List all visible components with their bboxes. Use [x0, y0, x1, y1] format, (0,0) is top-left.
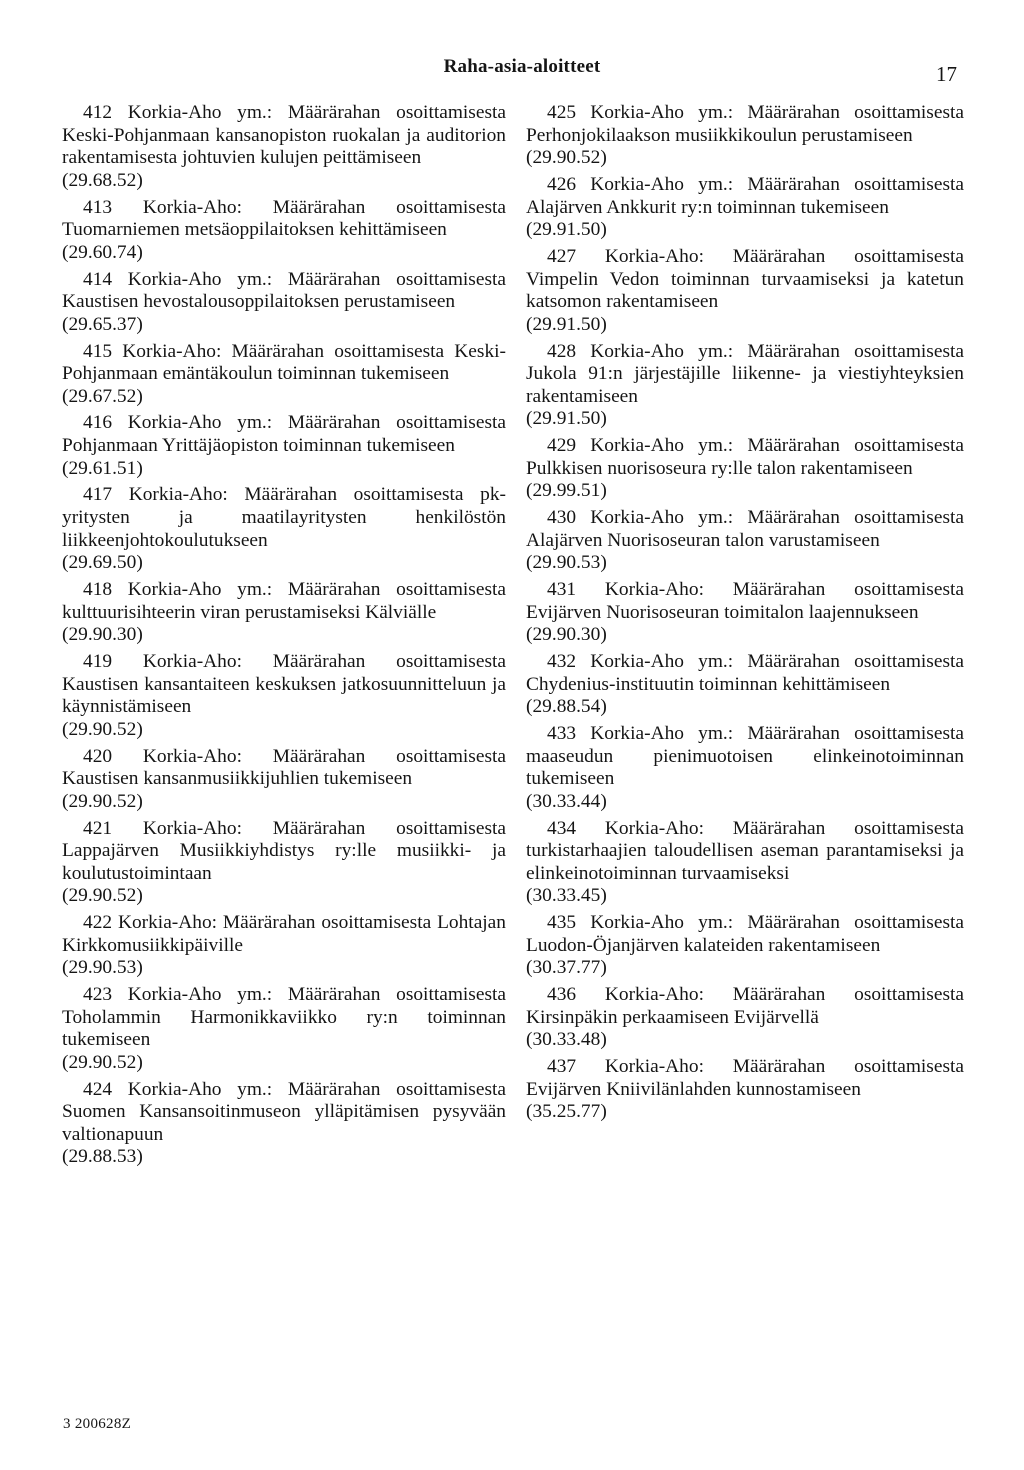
motion-entry [62, 484, 506, 574]
motion-title: 419 Korkia-Aho: Määrärahan osoittamisesta Kaustisen kansantaiteen keskuksen jatkosuunnitteluun ja käynnistämiseen [62, 650, 506, 718]
budget-reference: (29.65.37) [62, 313, 143, 335]
motion-title: 425 Korkia-Aho ym.: Määrärahan osoittamisesta Perhonjokilaakson musiikkikoulun perustamiseen [526, 102, 964, 146]
motion-entry [526, 174, 964, 242]
motion-entry [62, 102, 506, 192]
motion-title: 415 Korkia-Aho: Määrärahan osoittamisesta Keski-Pohjanmaan emäntäkoulun toiminnan tukemiseen [62, 340, 506, 385]
budget-reference: (29.90.52) [62, 1051, 143, 1073]
motion-entry [62, 1079, 506, 1169]
motion-title: 432 Korkia-Aho ym.: Määrärahan osoittamisesta Chydenius-instituutin toiminnan kehittämiseen [526, 650, 964, 695]
motion-title: 413 Korkia-Aho: Määrärahan osoittamisesta Tuomarniemen metsäoppilaitoksen kehittämiseen [62, 196, 506, 241]
motion-title: 421 Korkia-Aho: Määrärahan osoittamisesta Lappajärven Musiikkiyhdistys ry:lle musiikki- ja koulutustoimintaan [62, 817, 506, 884]
budget-reference: (29.68.52) [62, 169, 143, 191]
motion-entry [62, 912, 506, 980]
motion-entry [526, 435, 964, 503]
budget-reference: (29.91.50) [526, 408, 607, 430]
budget-reference: (29.91.50) [526, 219, 607, 241]
budget-reference: (29.90.53) [62, 957, 143, 979]
budget-reference: (29.61.51) [62, 457, 143, 479]
budget-reference: (30.33.44) [526, 790, 607, 812]
budget-reference: (30.33.48) [526, 1029, 607, 1051]
budget-reference: (29.60.74) [62, 241, 143, 263]
motion-title: 422 Korkia-Aho: Määrärahan osoittamisesta Lohtajan Kirkkomusiikkipäiville [62, 912, 506, 956]
motion-title: 414 Korkia-Aho ym.: Määrärahan osoittamisesta Kaustisen hevostalousoppilaitoksen perustamiseen [62, 268, 506, 313]
motion-entry [526, 579, 964, 647]
right-column [526, 102, 964, 1128]
budget-reference: (29.90.52) [62, 718, 143, 740]
budget-reference: (29.99.51) [526, 480, 607, 502]
budget-reference: (29.91.50) [526, 313, 607, 335]
motion-title: 417 Korkia-Aho: Määrärahan osoittamisesta pk-yritysten ja maatilayritysten henkilöstön liikkeenjohtokoulutukseen [62, 484, 506, 551]
motion-title: 416 Korkia-Aho ym.: Määrärahan osoittamisesta Pohjanmaan Yrittäjäopiston toiminnan tukemiseen [62, 412, 506, 457]
motion-entry [526, 102, 964, 170]
motion-entry [526, 651, 964, 719]
budget-reference: (29.90.30) [526, 624, 607, 646]
budget-reference: (29.69.50) [62, 552, 143, 574]
page-header [0, 56, 1024, 86]
motion-title: 412 Korkia-Aho ym.: Määrärahan osoittamisesta Keski-Pohjanmaan kansanopiston ruokalan ja auditorion rakentamisesta johtuvien kulujen peittämiseen [62, 102, 506, 169]
motion-entry [62, 984, 506, 1074]
motion-entry [62, 341, 506, 409]
motion-entry [526, 1056, 964, 1124]
motion-title: 436 Korkia-Aho: Määrärahan osoittamisesta Kirsinpäkin perkaamiseen Evijärvellä [526, 984, 964, 1028]
motion-entry [62, 197, 506, 265]
motion-title: 424 Korkia-Aho ym.: Määrärahan osoittamisesta Suomen Kansansoitinmuseon ylläpitämisen pysyvään valtionapuun [62, 1078, 506, 1145]
page-number: 17 [936, 62, 957, 86]
motion-title: 431 Korkia-Aho: Määrärahan osoittamisesta Evijärven Nuorisoseuran toimitalon laajennukseen [526, 579, 964, 623]
budget-reference: (29.90.52) [526, 147, 607, 169]
budget-reference: (30.37.77) [526, 957, 607, 979]
motion-entry [526, 507, 964, 575]
motion-entry [526, 723, 964, 813]
motion-entry [62, 269, 506, 337]
page-title: Raha-asia-aloitteet [443, 56, 601, 77]
budget-reference: (29.90.52) [62, 790, 143, 812]
budget-reference: (29.88.54) [526, 696, 607, 718]
motion-title: 426 Korkia-Aho ym.: Määrärahan osoittamisesta Alajärven Ankkurit ry:n toiminnan tukemiseen [526, 173, 964, 218]
motion-entry [526, 912, 964, 980]
motion-title: 435 Korkia-Aho ym.: Määrärahan osoittamisesta Luodon-Öjanjärven kalateiden rakentamiseen [526, 912, 964, 956]
motion-title: 427 Korkia-Aho: Määrärahan osoittamisesta Vimpelin Vedon toiminnan turvaamiseksi ja katetun katsomon rakentamiseen [526, 245, 964, 313]
motion-title: 429 Korkia-Aho ym.: Määrärahan osoittamisesta Pulkkisen nuorisoseura ry:lle talon rakentamiseen [526, 435, 964, 479]
motion-entry [526, 341, 964, 431]
motion-entry [62, 818, 506, 908]
motion-entry [526, 984, 964, 1052]
footer-print-code: 3 200628Z [63, 1416, 132, 1432]
budget-reference: (29.90.30) [62, 624, 143, 646]
budget-reference: (29.88.53) [62, 1146, 143, 1168]
motion-title: 420 Korkia-Aho: Määrärahan osoittamisesta Kaustisen kansanmusiikkijuhlien tukemiseen [62, 745, 506, 790]
budget-reference: (29.90.53) [526, 552, 607, 574]
budget-reference: (29.67.52) [62, 385, 143, 407]
motion-title: 418 Korkia-Aho ym.: Määrärahan osoittamisesta kulttuurisihteerin viran perustamiseksi Kälviälle [62, 579, 506, 623]
motion-entry [62, 412, 506, 480]
motion-entry [62, 651, 506, 741]
motion-title: 428 Korkia-Aho ym.: Määrärahan osoittamisesta Jukola 91:n järjestäjille liikenne- ja viestiyhteyksien rakentamiseen [526, 340, 964, 407]
left-column [62, 102, 506, 1173]
motion-title: 423 Korkia-Aho ym.: Määrärahan osoittamisesta Toholammin Harmonikkaviikko ry:n toiminnan tukemiseen [62, 984, 506, 1051]
budget-reference: (35.25.77) [526, 1101, 607, 1123]
motion-entry [526, 246, 964, 336]
motion-entry [62, 746, 506, 814]
motion-title: 437 Korkia-Aho: Määrärahan osoittamisesta Evijärven Kniivilänlahden kunnostamiseen [526, 1056, 964, 1100]
motion-title: 433 Korkia-Aho ym.: Määrärahan osoittamisesta maaseudun pienimuotoisen elinkeinotoiminnan tukemiseen [526, 722, 964, 790]
budget-reference: (29.90.52) [62, 885, 143, 907]
motion-entry [526, 818, 964, 908]
motion-title: 430 Korkia-Aho ym.: Määrärahan osoittamisesta Alajärven Nuorisoseuran talon varustamiseen [526, 507, 964, 551]
motion-entry [62, 579, 506, 647]
motion-title: 434 Korkia-Aho: Määrärahan osoittamisesta turkistarhaajien taloudellisen aseman parantamiseksi ja elinkeinotoiminnan turvaamiseksi [526, 817, 964, 884]
budget-reference: (30.33.45) [526, 885, 607, 907]
